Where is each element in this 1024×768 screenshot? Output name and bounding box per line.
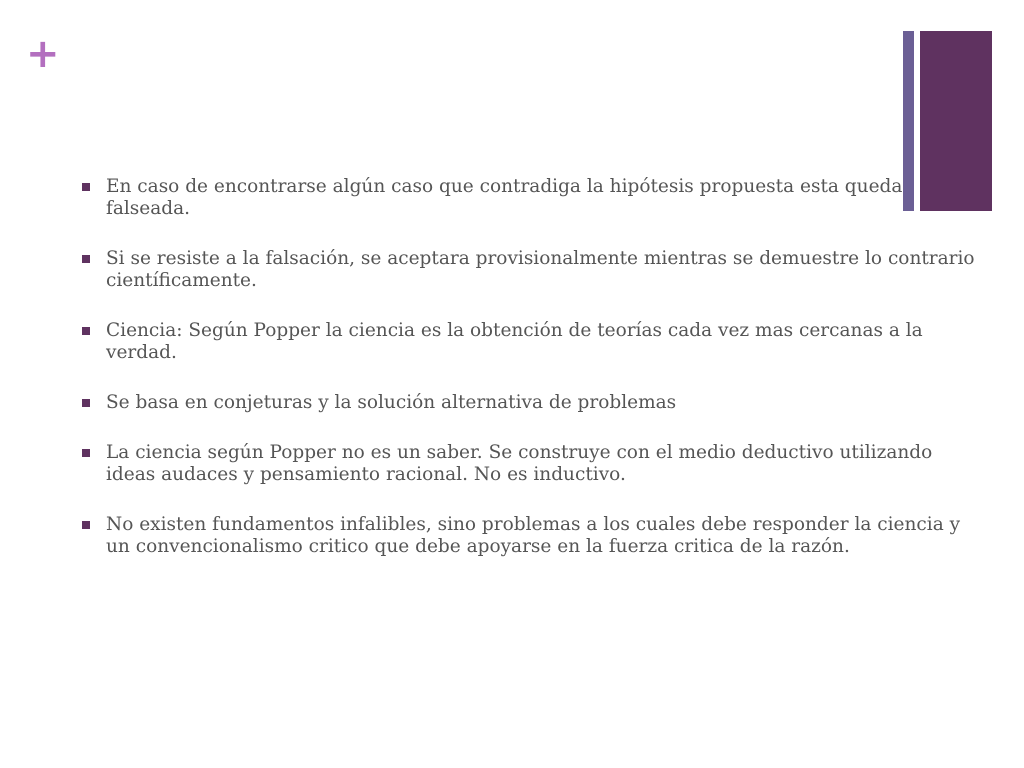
plus-icon: + <box>26 31 60 77</box>
square-bullet-icon <box>82 399 90 407</box>
bullet-text: Ciencia: Según Popper la ciencia es la obtención de teorías cada vez mas cercanas a la verdad. <box>106 320 923 363</box>
bullet-text: La ciencia según Popper no es un saber. Se construye con el medio deductivo utilizando ideas audaces y pensamiento racional. No es inductivo. <box>106 442 933 485</box>
square-bullet-icon <box>82 183 90 191</box>
square-bullet-icon <box>82 255 90 263</box>
bullet-text: En caso de encontrarse algún caso que contradiga la hipótesis propuesta esta queda falseada. <box>106 176 903 219</box>
bullet-text: No existen fundamentos infalibles, sino problemas a los cuales debe responder la ciencia y un convencionalismo critico que debe apoyarse en la fuerza critica de la razón. <box>106 514 961 557</box>
bullet-item <box>80 248 980 292</box>
square-bullet-icon <box>82 327 90 335</box>
bullet-item <box>80 514 980 558</box>
bullet-item <box>80 176 980 220</box>
bullet-item <box>80 320 980 364</box>
bullet-list <box>80 176 980 586</box>
square-bullet-icon <box>82 449 90 457</box>
bullet-item <box>80 392 980 414</box>
bullet-text: Se basa en conjeturas y la solución alternativa de problemas <box>106 392 677 413</box>
bullet-text: Si se resiste a la falsación, se aceptara provisionalmente mientras se demuestre lo contrario científicamente. <box>106 248 975 291</box>
bullet-item <box>80 442 980 486</box>
square-bullet-icon <box>82 521 90 529</box>
